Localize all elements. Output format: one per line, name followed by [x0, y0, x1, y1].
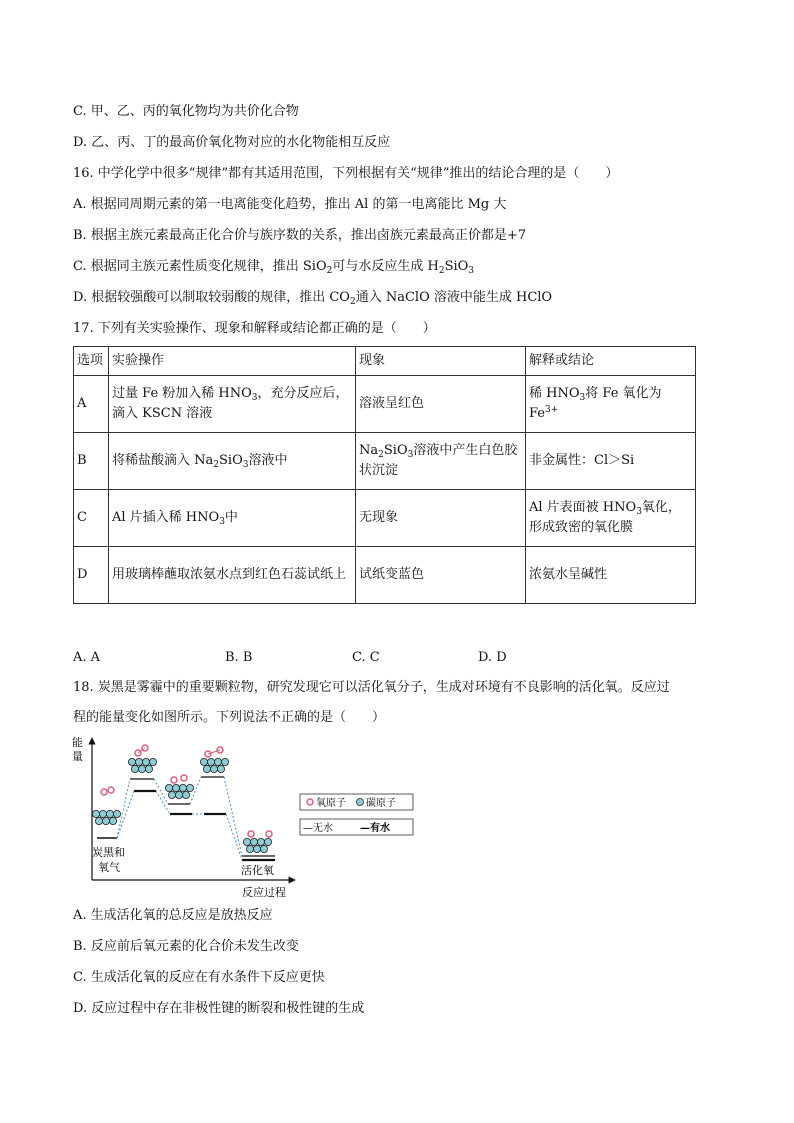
- wet-pathway: [117, 791, 242, 860]
- header-option: 选项: [74, 347, 109, 376]
- row-explanation: 非金属性：Cl＞Si: [526, 433, 696, 490]
- q15-option-d: D. 乙、丙、丁的最高价氧化物对应的水化物能相互反应: [73, 135, 391, 150]
- header-explanation: 解释或结论: [526, 347, 696, 376]
- q18-stem-line2: 程的能量变化如图所示。下列说法不正确的是（ ）: [73, 710, 386, 725]
- header-operation: 实验操作: [109, 347, 356, 376]
- q18-stem-line1: 18. 炭黑是雾霾中的重要颗粒物，研究发现它可以活化氧分子，生成对环境有不良影响的活化氧。反应过: [73, 680, 670, 695]
- row-operation: 过量 Fe 粉加入稀 $HNO_3$，充分反应后，滴入 KSCN 溶液: [109, 376, 356, 433]
- q17-option-d: D. D: [478, 650, 507, 665]
- q18-option-b: B. 反应前后氧元素的化合价未发生改变: [73, 939, 299, 954]
- q16-option-b: B. 根据主族元素最高正化合价与族序数的关系，推出卤族元素最高正价都是+7: [73, 228, 526, 243]
- molecule-end: [243, 831, 272, 853]
- label-start-top: 炭黑和: [92, 846, 125, 859]
- legend-carbon-label: 碳原子: [366, 798, 396, 809]
- molecule-ts2: [200, 747, 228, 773]
- legend-wet-label: —有水: [360, 823, 390, 834]
- q17-stem: 17. 下列有关实验操作、现象和解释或结论都正确的是（ ）: [73, 321, 436, 336]
- header-phenomenon: 现象: [356, 347, 526, 376]
- row-phenomenon: $Na_2SiO_3$溶液中产生白色胶状沉淀: [356, 433, 526, 490]
- q16-option-a: A. 根据同周期元素的第一电离能变化趋势，推出 Al 的第一电离能比 Mg 大: [73, 197, 507, 212]
- label-start-bottom: 氧气: [98, 861, 120, 874]
- table-row: [74, 376, 696, 433]
- table-header-row: [74, 347, 696, 376]
- q17-option-a: A. A: [73, 650, 101, 665]
- legend-dry-label: —无水: [303, 823, 333, 834]
- molecule-ts1: [128, 745, 156, 773]
- row-operation: 将稀盐酸滴入 $Na_2SiO_3$溶液中: [109, 433, 356, 490]
- table-row: [74, 490, 696, 547]
- q15-option-c: C. 甲、乙、丙的氧化物均为共价化合物: [73, 104, 299, 119]
- label-end: 活化氧: [241, 864, 274, 877]
- molecule-intermediate: [165, 775, 193, 799]
- q18-option-a: A. 生成活化氧的总反应是放热反应: [73, 908, 273, 923]
- table-row: [74, 547, 696, 604]
- q17-experiment-table: [73, 346, 696, 604]
- q16-option-d: D. 根据较强酸可以制取较弱酸的规律，推出 $CO_2$通入 NaClO 溶液中能生成 HClO: [73, 290, 553, 307]
- row-option: C: [74, 490, 109, 547]
- legend-oxygen-icon: [307, 799, 313, 805]
- row-phenomenon: 试纸变蓝色: [356, 547, 526, 604]
- x-axis-label: 反应过程: [242, 886, 286, 899]
- row-operation: Al 片插入稀 $HNO_3$中: [109, 490, 356, 547]
- y-axis-label-top: 能: [72, 736, 83, 749]
- q16-option-c: C. 根据同主族元素性质变化规律，推出 SiO$_2$可与水反应生成 $H_2SiO_3$: [73, 259, 475, 276]
- molecule-start: [92, 787, 120, 825]
- row-option: A: [74, 376, 109, 433]
- table-row: [74, 433, 696, 490]
- legend-oxygen-label: 氧原子: [316, 798, 346, 809]
- q18-option-c: C. 生成活化氧的反应在有水条件下反应更快: [73, 970, 325, 985]
- q17-option-b: B. B: [225, 650, 253, 665]
- q18-option-d: D. 反应过程中存在非极性键的断裂和极性键的生成: [73, 1001, 365, 1016]
- legend-carbon-icon: [357, 799, 364, 806]
- row-option: D: [74, 547, 109, 604]
- q16-stem: 16. 中学化学中很多“规律”都有其适用范围，下列根据有关“规律”推出的结论合理的是（ ）: [73, 166, 619, 181]
- q17-option-c: C. C: [352, 650, 380, 665]
- y-axis-label-bottom: 量: [72, 750, 83, 763]
- row-operation: 用玻璃棒蘸取浓氨水点到红色石蕊试纸上: [109, 547, 356, 604]
- row-option: B: [74, 433, 109, 490]
- q17-options: [73, 648, 633, 668]
- row-phenomenon: 溶液呈红色: [356, 376, 526, 433]
- energy-diagram: [70, 730, 420, 900]
- row-explanation: 稀 $HNO_3$将 Fe 氧化为 $Fe^{3+}$: [526, 376, 696, 433]
- row-explanation: Al 片表面被 $HNO_3$氧化，形成致密的氧化膜: [526, 490, 696, 547]
- row-explanation: 浓氨水呈碱性: [526, 547, 696, 604]
- row-phenomenon: 无现象: [356, 490, 526, 547]
